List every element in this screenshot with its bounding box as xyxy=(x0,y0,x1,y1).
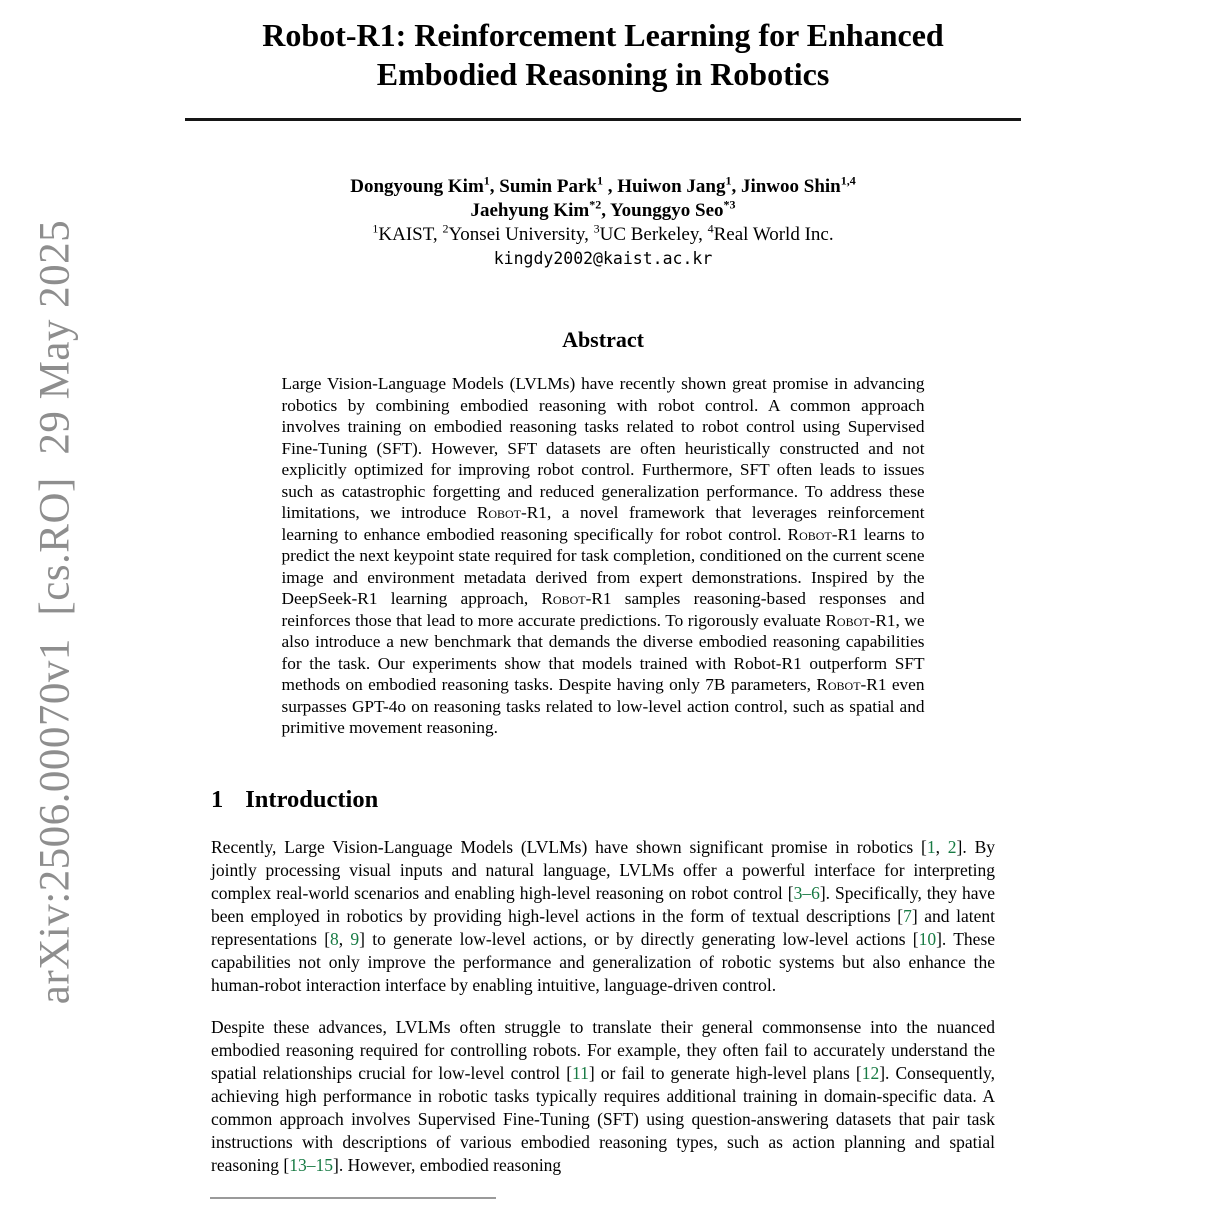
citation-link[interactable]: 9 xyxy=(350,928,360,949)
body-text: ]. However, embodied reasoning xyxy=(333,1154,562,1175)
body-text: ]. These capabilities not only improve the performance and generalization of robotic systems but also enhance the human-robot interaction interface by enabling intuitive, language-driven control. xyxy=(211,928,996,995)
body-text: ]. Consequently, achieving high performance in robotic tasks typically requires additional training in domain-specific data. A common approach involves Supervised Fine-Tuning (SFT) using question-answering datasets that pair task instructions with descriptions of various embodied reasoning types, such as action planning and spatial reasoning [ xyxy=(211,1062,995,1175)
affiliation-line xyxy=(0,223,1206,247)
section-title: Introduction xyxy=(245,785,379,813)
author-line-2 xyxy=(0,199,1206,223)
section-number: 1 xyxy=(211,785,224,813)
abstract-segment: , a novel framework that leverages reinforcement learning to enhance embodied reasoning specifically for robot control. xyxy=(281,503,925,544)
citation-link[interactable]: 12 xyxy=(861,1062,880,1083)
title-rule xyxy=(185,118,1021,121)
citation-link[interactable]: 8 xyxy=(330,928,339,949)
section-heading-introduction xyxy=(211,785,995,815)
arxiv-watermark: arXiv:2506.00070v1 [cs.RO] 29 May 2025 xyxy=(31,219,79,1005)
author-superscript: 1 xyxy=(725,173,732,188)
abstract-heading: Abstract xyxy=(562,327,644,352)
robot-r1-smallcaps: Robot-R1 xyxy=(541,589,612,608)
abstract-segment: , we also introduce a new benchmark that demands the diverse embodied reasoning capabilities for the task. Our experiments show that models trained with Robot-R1 outperform SFT methods on embodied reasoning tasks. Despite having only 7B parameters, xyxy=(281,610,925,694)
paper-title-line-2: Embodied Reasoning in Robotics xyxy=(376,56,830,92)
author-name: , Jinwoo Shin xyxy=(731,176,841,197)
intro-paragraph-2 xyxy=(211,1016,995,1177)
author-name: Jaehyung Kim xyxy=(470,200,590,221)
abstract-text xyxy=(282,373,925,739)
body-text: ]. By jointly processing visual inputs and natural language, LVLMs offer a powerful interface for interpreting complex real-world scenarios and enabling high-level reasoning on robot control [ xyxy=(211,836,995,903)
author-superscript: *3 xyxy=(723,197,736,212)
citation-link[interactable]: 10 xyxy=(918,928,937,949)
affiliation-superscript: 1 xyxy=(372,221,379,236)
robot-r1-smallcaps: Robot-R1 xyxy=(787,524,858,544)
affiliation-superscript: 3 xyxy=(593,221,600,236)
affiliation-name: Yonsei University, xyxy=(448,224,594,245)
citation-link[interactable]: 11 xyxy=(572,1062,589,1083)
robot-r1-smallcaps: Robot-R1 xyxy=(825,610,896,630)
body-text: Despite these advances, LVLMs often struggle to translate their general commonsense into the nuanced embodied reasoning required for controlling robots. For example, they often fail to accurately understand the spatial relationships crucial for low-level control [ xyxy=(211,1016,995,1083)
body-text: , xyxy=(338,928,351,949)
body-text: , xyxy=(935,836,948,857)
author-line-1 xyxy=(0,175,1206,199)
affiliation-name: UC Berkeley, xyxy=(599,224,708,245)
body-text: Recently, Large Vision-Language Models (LVLMs) have shown significant promise in robotics [ xyxy=(211,836,927,857)
author-name: Dongyoung Kim xyxy=(350,176,484,197)
intro-paragraph-1 xyxy=(211,836,995,997)
author-superscript: 1 xyxy=(596,173,603,188)
author-name: , Younggyo Seo xyxy=(601,200,724,221)
body-text: ]. Specifically, they have been employed in robotics by providing high-level actions in the form of textual descriptions [ xyxy=(211,882,995,926)
body-text: ] or fail to generate high-level plans [ xyxy=(588,1062,862,1083)
paper-title xyxy=(0,0,1206,94)
affiliation-name: Real World Inc. xyxy=(713,224,834,245)
abstract-segment: learns to predict the next keypoint state required for task completion, conditioned on the current scene image and environment metadata derived from expert demonstrations. Inspired by the DeepSeek-R1 learning approach, xyxy=(281,524,925,608)
author-name: , Sumin Park xyxy=(489,176,597,197)
affiliation-superscript: 2 xyxy=(442,221,449,236)
author-superscript: *2 xyxy=(589,197,602,212)
affiliation-name: KAIST, xyxy=(378,224,443,245)
citation-link[interactable]: 7 xyxy=(903,905,912,926)
body-text: ] to generate low-level actions, or by directly generating low-level actions [ xyxy=(359,928,919,949)
author-superscript: 1,4 xyxy=(840,173,856,188)
abstract-segment: even surpasses GPT-4o on reasoning tasks related to low-level action control, such as spatial and primitive movement reasoning. xyxy=(281,675,925,737)
contact-email: kingdy2002@kaist.ac.kr xyxy=(493,249,713,268)
authors-block xyxy=(0,175,1206,271)
paper-title-line-1: Robot-R1: Reinforcement Learning for Enhanced xyxy=(262,17,944,53)
body-text: ] and latent representations [ xyxy=(211,905,995,949)
citation-link[interactable]: 3–6 xyxy=(793,882,820,903)
citation-link[interactable]: 13–15 xyxy=(289,1154,333,1175)
footnote-rule xyxy=(210,1197,496,1199)
author-superscript: 1 xyxy=(483,173,490,188)
abstract-segment: Large Vision-Language Models (LVLMs) have recently shown great promise in advancing robotics by combining embodied reasoning with robot control. A common approach involves training on embodied reasoning tasks related to robot control using Supervised Fine-Tuning (SFT). However, SFT datasets are often heuristically constructed and not explicitly optimized for improving robot control. Furthermore, SFT often leads to issues such as catastrophic forgetting and reduced generalization performance. To address these limitations, we introduce xyxy=(281,374,925,522)
abstract-segment: samples reasoning-based responses and reinforces those that lead to more accurate predictions. To rigorously evaluate xyxy=(281,589,925,630)
author-name: , Huiwon Jang xyxy=(602,176,726,197)
citation-link[interactable]: 1 xyxy=(926,836,936,857)
robot-r1-smallcaps: Robot-R1 xyxy=(476,503,547,522)
robot-r1-smallcaps: Robot-R1 xyxy=(816,675,887,694)
citation-link[interactable]: 2 xyxy=(947,836,957,857)
affiliation-superscript: 4 xyxy=(707,221,714,236)
